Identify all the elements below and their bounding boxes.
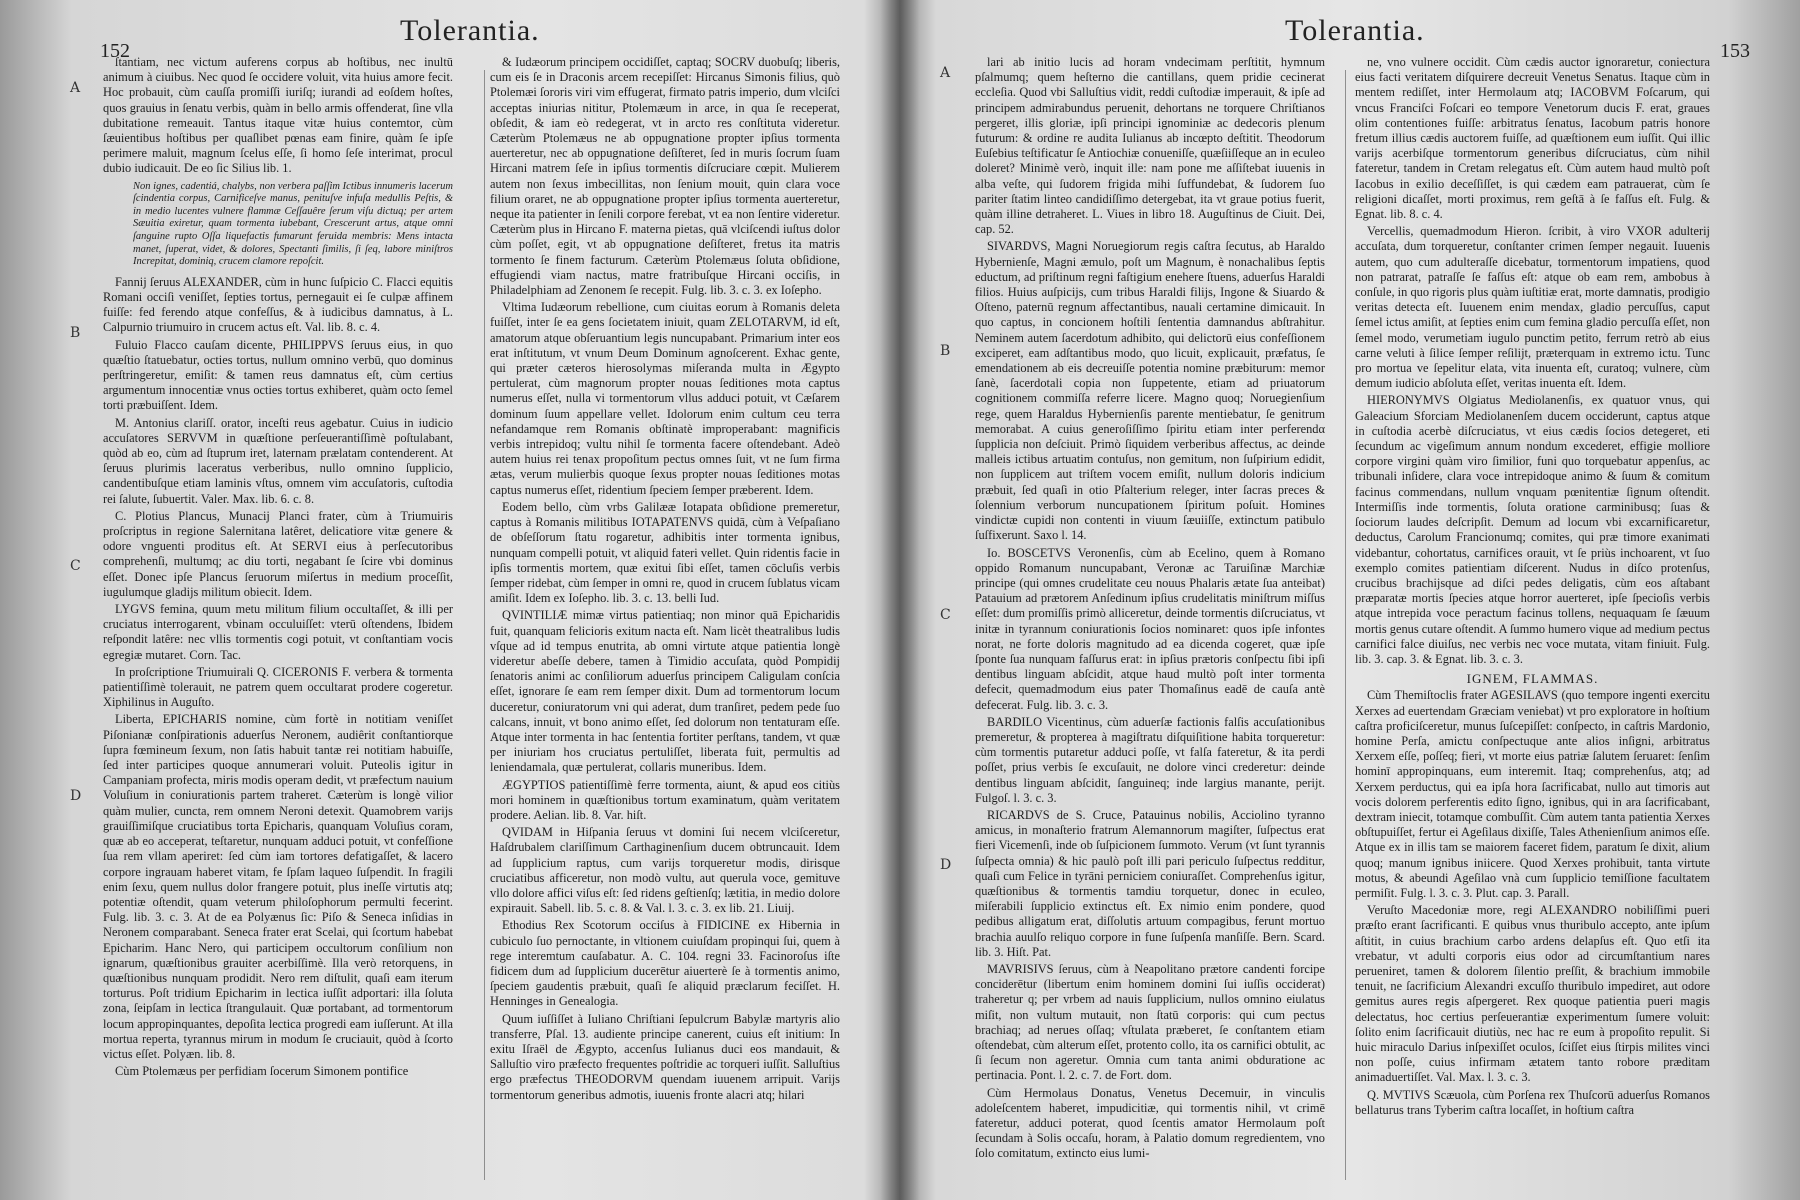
left-column-2 (490, 55, 840, 1190)
right-col2-paragraph: Q. MVTIVS Scæuola, cùm Porſena rex Thuſcorū aduerſus Romanos bellaturus trans Tyberim caſtra locaſſet, in hoſtium caſtra (1355, 1087, 1710, 1117)
left-col2-paragraph: & Iudæorum principem occidiſſet, captaq; SOCRV duobuſq; liberis, cum eis ſe in Draconis arcem recepiſſet: Hircanus Simonis filius, quò Ptolemæi ſororis viri vim effugerat, firmato patris imperio, dum vlciſci acceptas iniurias nititur, Ptolemæum in arce, in qua ſe receperat, obſedit, & iam eò redegerat, vt in arcto res conſtituta videretur. Cæterùm Ptolemæus ne ab oppugnatione propter ipſius tormenta auerteretur, nec ab oppugnatione deſiſteret, ſed in muris ſocrum ſuam Hircani matrem ſeſe in ipſius tormentis diſcruciare cœpit. Mulierem autem non ſexus imbecillitas, non ſenium mouit, quin clara voce filium oraret, ne ab oppugnatione propter ipſius tormenta auerteretur, neque ita patienter in ſenili corpore ferebat, vt ea non ſentire videretur. Cæterùm plus in Hircano F. materna pietas, quā vlciſcendi iuſtus dolor cùm poſſet, egit, vt ab oppugnatione deſiſteret, fretus ita matris tormento ſe finem facturum. Cæterùm Ptolemæus ſoluta obſidione, effugiendi viam nactus, matre fratribuſque Hircani occiſis, in Philadelphiam ad Zenonem ſe recepit. Fulg. lib. 3. c. 3. ex Ioſepho. (490, 55, 840, 298)
left-col2-paragraph: ÆGYPTIOS patientiſſimè ferre tormenta, aiunt, & apud eos citiùs mori hominem in quæſtionibus tortum examinatum, quàm veritatem prodere. Aelian. lib. 8. Var. hiſt. (490, 777, 840, 822)
left-col2-paragraph: Eodem bello, cùm vrbs Galilææ Iotapata obſidione premeretur, captus à Romanis militibus IOTAPATENVS quidā, cùm à Veſpaſiano de obſeſſorum ſtatu rogaretur, adhibitis inter tormenta ignibus, nunquam compelli potuit, vt aliquid fateri vellet. Quin ridentis facie in ipſis tormentis mortem, quæ exitui ſibi eſſet, tamen cōcluſis verbis ſemper ridebat, cùm ſemper in omni re, quod in crucem ſublatus vicam amiſit. Idem ex Ioſepho. lib. 3. c. 13. belli Iud. (490, 499, 840, 606)
left-col1-paragraph: Liberta, EPICHARIS nomine, cùm fortè in notitiam veniſſet Piſonianæ conſpirationis aduerſus Neronem, audiêrit conſtantiorque ſupra fœmineum ſexum, non ſatis habuit tantæ rei notitiam habuiſſe, ſed inter participes quoque annumerari voluit. Puteolis igitur in Campaniam profecta, miris modis operam dedit, vt præfectum nauium Voluſium in coniurationis partem traheret. Cæterùm is longè vilior quàm mulier, cuncta, rem omnem Neroni detexit. Quamobrem varijs grauiſſimiſque cruciatibus torta Epicharis, quanquam Voluſius coram, quæ ab eo acceperat, teſtaretur, nunquam adduci potuit, vt confeſſione ſua rem vllam aperiret: ſed cùm iam tortores defatigaſſet, & lacero corpore ingrauam haberet vitam, fe ſpſam laqueo ſuſpendit. In fragili enim ſexu, quem nullus dolor frangere potuit, plus ineſſe virtutis atq; potentiæ oſtendit, quam veterum philoſophorum permulti fecerint. Fulg. lib. 3. c. 3. At de ea Polyænus ſic: Piſo & Seneca inſidias in Neronem comparabant. Seneca frater erat Scelai, qui ſcortum habebat Epicharim. Hanc Nero, qui participem occultorum conſilium non ignarum, quæſtionibus grauiter acerbiſſimè. Illa verò retorquens, in quæſtionibus nunquam prodidit. Nero rem diſtulit, quaſi eam iterum torturus. Poſt tridium Epicharim in lectica iuſſit adportari: illa ſoluta zona, ſeipſam in lectica ſtrangulauit. Quæ portabant, ad tormentorum locum appropinquantes, depoſita lectica progredi eam iuſſerunt. At illa mortua reperta, tyrannus mirum in modum ſe cruciauit, quòd à ſcorto victus eſſet. Polyæn. lib. 8. (103, 712, 453, 1061)
right-col2-paragraph: Vercellis, quemadmodum Hieron. ſcribit, à viro VXOR adulterij accuſata, dum torqueretur, conſtanter crimen ſemper negauit. Iuuenis autem, quo cum adulteraſſe dicebatur, tormentorum impatiens, quod non patrarat, patraſſe ſe faſſus eſt: atque ob eam rem, ambobus à conſule, in quo rigoris plus quàm iuſtitiæ erat, morte damnatis, prodigio veritas detecta eſt. Iuuenem enim mendax, gladio percuſſus, caput ſemel ictus amiſit, at ſepties enim cum femina gladio percuſſa eſſet, non ſemel modo, verumetiam iugulo punctim petito, ferrum retrò ab eius carne veluti à ſilice ſemper reſilijt, præterquam in extremo ictu. Tunc pro mortua ve ſepelitur elata, vita inuenta eſt, curatoq; vulnere, cùm demum iudicio abſoluta eſſet, veritas inuenta eſt. Idem. (1355, 224, 1710, 391)
right-col2-paragraph: ne, vno vulnere occidit. Cùm cædis auctor ignoraretur, coniectura eius facti veritatem diſquirere decreuit Venetus Senatus. Itaque cùm in mentem rediſſet, inter Hermolaum atq; IACOBVM Foſcarum, qui vncus Franciſci Foſcari eo tempore Venetorum ducis F. erat, graues olim contentiones fuiſſe: arbitratus ſenatus, Iacobum patris honore fretum illius cædis auctorem fuiſſe, ad quæſtionem eum iuſſit. Qui illic varijs acerbiſque tormentorum generibus diſcruciatus, cùm nihil fateretur, tandem in Cretam relegatus eſt. Cùm autem haud multò poſt Iacobus in exilio deceſſiſſet, is qui cædem eam patrauerat, cùm ſe religioni dicaſſet, morti proximus, rem geſtā à ſe faſſus eſt. Fulg. & Egnat. lib. 8. c. 4. (1355, 55, 1710, 222)
margin-letter-a-left: A (70, 80, 81, 96)
margin-letter-b-right: B (940, 343, 951, 359)
right-col2-section-heading: IGNEM, FLAMMAS. (1466, 671, 1599, 687)
right-col1-paragraph: RICARDVS de S. Cruce, Patauinus nobilis, Acciolino tyranno amicus, in monaſterio fratrum Alemannorum magiſter, ſuſpectus erat fieri Vicemenſi, inde ob ſuſpicionem ſummoto. Verum (vt ſunt tyrannis ſuſpecta omnia) & hic paulò poſt illi pari periculo ſuſpectus redditur, quaſi cum Felice in tyrāni perniciem coniuraſſet. Comprehenſus igitur, quæſtionibus & tormentis tamdiu torquetur, donec in eculeo, miſerabili ſupplicio extinctus eſt. Ex nimio enim pondere, quod pedibus alligatum erat, diſſolutis artuum compagibus, ferunt mortuo brachia auulſo reliquo corpore in fune ſuſpenſa manſiſſe. Bern. Scard. lib. 3. Hiſt. Pat. (975, 807, 1325, 959)
right-page (900, 0, 1800, 1200)
left-col2-paragraph: Quum iuſſiſſet à Iuliano Chriſtiani ſepulcrum Babylæ martyris alio transferre, Pſal. 13. audiente principe canerent, cuius eſt initium: In exitu Iſraël de Ægypto, accenſus Iulianus duci eos mandauit, & Salluſtio viro præfecto frequentes poſtridie ac torqueri iuſſit. Salluſtius ergo præfectus THEODORVM quendam iuuenem arripuit. Varijs tormentorum generibus admotis, iuuenis fronte alacri atq; hilari (490, 1011, 840, 1102)
left-col1-paragraph: C. Plotius Plancus, Munacij Planci frater, cùm à Triumuiris proſcriptus in regione Salernitana latêret, delicatiore vitæ genere & odore vnguenti proditus eſt. At SERVI eius à perſecutoribus comprehenſi, multumq; ac diu torti, negabant ſe ſcire vbi dominus eſſet. Donec ipſe Plancus ſeruorum miſertus in medium proceſſit, iugulumque gladijs militum obiecit. Idem. (103, 508, 453, 599)
margin-letter-d-right: D (940, 857, 952, 873)
left-col2-paragraph: Vltima Iudæorum rebellione, cum ciuitas eorum à Romanis deleta fuiſſet, inter ſe ea gens ſocietatem iniuit, quam ZELOTARVM, id eſt, amatorum atque obſeruantium legis nuncupabant. Primarium inter eos erat inſtitutum, vt vnum Deum Dominum agnoſcerent. Exhac gente, qui præter cæteros hierosolymas miſeranda multa in Ægypto pertulerat, cùm magnorum propter nouas ſeditiones mota captus numerus eſſet, nulla vi tormentorum vllus adduci potuit, vt Cæſarem dominum ſuum appellare vellet. Idolorum enim cultum ceu terra nefandamque rem Romanis obſtinatè improperabant: magnificis verbis intrepidoq; vultu nihil ſe tormenta facere oſtendebant. Adeò autem huius rei tenax propoſitum pectus omnes ſuit, vt ne ſum firma ætas, verum mulierbis quoque ſexus propter nouas ſeditiones motas captus numerus eſſet, ridentium ſpeciem ſemper præberent. Idem. (490, 300, 840, 497)
left-column-1 (103, 55, 453, 1190)
page-number-left: 152 (100, 40, 130, 62)
right-col2-paragraph: HIERONYMVS Olgiatus Mediolanenſis, ex quatuor vnus, qui Galeacium Sforciam Mediolanenſem ducem occiderunt, captus atque in cuſtodia acerbè diſcruciatus, vt eius cædis ſocios detegeret, eti ſecundum ac vigeſimum annum nondum excederet, effigie molliore corpore virgini quàm viro ſimilior, funi quo torquebatur appenſus, ac tribunali inſidere, clara voce intrepidoque animo & ſuum & comitum facinus commendans, nullum vnquam pœnitentiæ ſignum oſtendit. Intermiſſis inde tormentis, ſoluta oratione carminibusq; ſuas & ſociorum laudes deſcripſit. Demum ad locum vbi excarnificaretur, deductus, Carolum Francionumq; comites, qui præ timore exanimati videbantur, cohortatus, carnifices orauit, vt ſe priùs inchoarent, vt ſuo exemplo comites patientiam diſcerent. Nudus in diſco protenſus, crucibus brachijsque ad diſci pedes deligatis, cùm eos aſtabant præparatæ mortis ſpecies atque horror auerteret, ipſe ſpecioſis verbis atque intrepida voce peractum facinus tollens, nequaquam ſe ſæuum mortis genus cutare oſtendit. A ſummo humero vique ad medium pectus carnifici falce diuiſus, nec verbis nec voce mutata, vitam finiuit. Fulg. lib. 3. cap. 3. & Egnat. lib. 3. c. 3. (1355, 393, 1710, 666)
margin-letter-d-left: D (70, 788, 82, 804)
left-col1-paragraph: Cùm Ptolemæus per perfidiam ſocerum Simonem pontifice (115, 1064, 409, 1079)
left-col1-verse-quote: Non ignes, cadentiá, chalybs, non verbera paſſim Ictibus innumeris lacerum ſcindentia corpus, Carnificeſve manus, penituſve infuſa medullis Peſtis, & in medio lucentes vulnere flammæ Ceſſauêre ſerum viſu dictuq; per artem Sæuitia exiretur, quam tormenta iubebant, Crescerunt artus, atque omni ſanguine rupto Oſſa liquefactis fumarunt feruida membris: Mens intacta manet, ſuperat, videt, & dolores, Spectanti ſimilis, ſi ſeq, labore miniſtros Increpitat, dominiq, crucem clamore repoſcit. (133, 180, 453, 268)
margin-letter-a-right: A (940, 65, 951, 81)
margin-letter-c-left: C (70, 558, 81, 574)
left-col1-paragraph: Fuluio Flacco cauſam dicente, PHILIPPVS ſeruus eius, in quo quæſtio ſtatuebatur, octies tortus, nullum omnino verbū, quo dominus perſtringeretur, emiſit: & tamen reus damnatus eſt, cùm certius argumentum innocentiæ vnus octies tortus exhiberet, quàm octo ſemel torti præbuiſſent. Idem. (103, 337, 453, 413)
right-col1-paragraph: lari ab initio lucis ad horam vndecimam perſtitit, hymnum pſalmumq; quem heſterno die cantillans, quem pridie cecinerat eccleſia. Quod vbi Salluſtius vidit, reddi cuſtodiæ imperauit, & ipſe ad principem admirabundus peruenit, dehortans ne torquere Chriſtianos pergeret, illis gloriæ, ipſi principi ignominiæ ac dedecoris plenum futurum: & ordine re audita Iulianus ab incœpto deſtitit. Theodorum Euſebius teſtificatur ſe Antiochiæ conueniſſe, quæſiiſſeque an in eculeo doleret? Minimè verò, inquit ille: nam pone me aſſiſtebat iuuenis in alba veſte, qui ſudorem frigida mihi ſuffundebat, & ſudorem ſuo pariter ſtatim linteo candidiſſimo detergebat, ita vt graue potius fuerit, quàm illine detraheret. L. Viues in libro 18. Auguſtinus de Ciuit. Dei, cap. 52. (975, 55, 1325, 237)
running-title-right: Tolerantia. (1285, 14, 1425, 47)
left-col1-paragraph: Fannij ſeruus ALEXANDER, cùm in hunc ſuſpicio C. Flacci equitis Romani occiſi veniſſet, ſepties tortus, pernegauit ei ſe culpæ affinem fuiſſe: fed ferendo atque confeſſus, & à iudicibus damnatus, à L. Calpurnio triumuiro in crucem actus eſt. Val. lib. 8. c. 4. (103, 274, 453, 335)
left-col2-paragraph: Ethodius Rex Scotorum occiſus à FIDICINE ex Hibernia in cubiculo ſuo pernoctante, in vltionem cuiuſdam propinqui ſui, quem à rege interemtum cauſabatur. A. C. 104. regni 33. Facinoroſus iſte fidicem dum ad ſupplicium ducerētur aiuerterè ſe à tormentis animo, ſpeciem gaudentis præbuit, quaſi ſe aliquid præclarum feciſſet. H. Henninges in Genealogia. (490, 918, 840, 1009)
right-col1-paragraph: SIVARDVS, Magni Noruegiorum regis caſtra ſecutus, ab Haraldo Hybernienſe, Magni æmulo, poſt um Magnum, è nonachalibus ſeptis eductum, ad priſtinum regni faſtigium enehere ſtuens, aduerſus Haraldi filios. Huius auſpicijs, cum tribus Haraldi filijs, Ingone & Siuardo & Oſteno, paternū regnum affectantibus, nauali certamine dimicauit. In quo captus, in concionem hoſtili ſententia damnandus abſtrahitur. Neminem autem ſacerdotum adhibito, qui delictorū eius confeſſionem exciperet, eam adſtantibus modo, quo licuit, explicauit, præfatus, ſe emendationem ab eis decreuiſſe potentia nomine præbiturum: memor ſanè, ſacerdotali copia non ſuppetente, etiam ad priuatorum cognitionem commiſſa referre licere. Magno quoq; Noruegienſium rege, quem Haraldus Hybernienſis parente mentiebatur, ſe genitrum memorabat. A cuius generoſiſſimo ſpiritu etiam inter perferendα ſupplicia non deſciuit. Primò ſiquidem verberibus affectus, ac deinde malleis ictibus artuatim contuſus, non gemitum, non ſuſpirium edidit, non ſupplicem aut triſtem vocem emiſit, nullum doloris indicium præbuit, ſed quaſi in otio Pſalterium releger, inter ſacras preces & ſolennium verborum nuncupationem ſpiritum poſuit. Homines vindictæ cupidi non contenti in viuum ſæuiiſſe, extinctum patibulo ſuſfixerunt. Saxo l. 14. (975, 239, 1325, 543)
column-divider-left (484, 70, 485, 1180)
margin-letter-c-right: C (940, 607, 951, 623)
right-column-1 (975, 55, 1325, 1190)
left-col1-paragraph: ſtantiam, nec victum auferens corpus ab hoſtibus, nec inultū animum à ciuibus. Nec quod ſe occidere voluit, vita huius amore fecit. Hoc probauit, cùm cauſſa promiſſi iuriſq; iurandi ad eoſdem hoſtes, quos grauius in ſenatu verbis, quàm in bello armis offenderat, ſine vlla dubitatione remeauit. Tantus itaque vitæ huius contemtor, cùm ſæuientibus hoſtibus per quaſlibet pœnas eam finire, quàm ſe ipſe perimere maluit, magnum ſcelus eſſe, ſi homo ſeſe interimat, procul dubio iudicauit. De eo ſic Silius lib. 1. (103, 55, 453, 176)
right-col1-paragraph: BARDILO Vicentinus, cùm aduerſæ factionis falſis accuſationibus premeretur, & propterea à magiſtratu diſquiſitione habita torqueretur: cùm tormentis putaretur adduci poſſe, vt falſa fateretur, & ita perdi poſſet, prius verbis ſe excuſauit, ne dolore vinci crederetur: deinde dentibus linguam abſcidit, ſanguineq; inde largius manante, perijt. Fulgoſ. l. 3. c. 3. (975, 714, 1325, 805)
right-col1-paragraph: Cùm Hermolaus Donatus, Venetus Decemuir, in vinculis adoleſcentem haberet, impudicitiæ, qui tormentis nihil, vt crimē fateretur, adduci poterat, quod ſcentis amator Hermolaum poſt ſecundam à Solis occaſu, horam, à Palatio domum regredientem, vno ſolo comitatum, extincto eius lumi- (975, 1085, 1325, 1161)
right-col1-paragraph: Io. BOSCETVS Veronenſis, cùm ab Ecelino, quem à Romano oppido Romanum nuncupabant, Veronæ ac Taruiſinæ Marchiæ principe (qui omnes crudelitate ceu nouus Phalaris ætate ſua anteibat) Patauium ad prætorem Anſedinum ipſius crudelitatis miniſtrum miſſus eſſet: dum promiſſis primò alliceretur, deinde tormentis diſcruciatus, vt initæ in tyrannum coniurationis ſocios nominaret: quos ipſe infontes norat, ne forte doloris magnitudo ad ea dicenda cogeret, quæ ipſe ſponte ſua nunquam faſſurus erat: in ipſius prætoris conſpectu ſibi ipſi dentibus linguam abſcidit, atque haud multò poſt inter tormenta defecit, quemadmodum eius pater Thomaſinus eadē de cauſa antè defecerat. Fulg. lib. 3. c. 3. (975, 545, 1325, 712)
left-col2-paragraph: QVINTILIÆ mimæ virtus patientiaq; non minor quā Epicharidis fuit, quanquam felicioris exitum nacta eſt. Nam licèt theatralibus ludis vſque ad id tempus enutrita, ab omni virtute atque patientia longè videretur abeſſe debere, tamen à Timidio accuſata, quòd Pompidij ſenatoris animi ac conſiliorum aduerſus principem Caligulam conſcia eſſet, ignorare ſe eam rem ſemper dixit. Dum ad tormentorum locum duceretur, coniuratorum vni qui aderat, dum tranſiret, pedem pede ſuo calcans, innuit, vt bono animo eſſet, ſed dolorum non tentaturam eſſe. Atque inter tormenta in hac ſententia fortiter perſtans, tandem, vt quæ per iniuriam hos cruciatus pertuliſſet, liberata fuit, permultis ad leniendamala, quæ pertulerat, collaris muneribus. Idem. (490, 608, 840, 775)
left-col1-paragraph: In proſcriptione Triumuirali Q. CICERONIS F. verbera & tormenta patientiſſimè tolerauit, ne patrem quem occultarat prodere cogeretur. Xiphilinus in Auguſto. (103, 664, 453, 710)
left-col1-paragraph: M. Antonius clariſſ. orator, inceſti reus agebatur. Cuius in iudicio accuſatores SERVVM in quæſtione perſeuerantiſſimè poſtulabant, quòd ab eo, cùm ad ſtuprum iret, laternam prælatam contenderent. At ſeruus plurimis laceratus verberibus, nullo omnino ſupplicio, candentibuſque etiam laminis vſtus, omnem vim accuſatoris, cuſtodia rei ſalute, ſubuertit. Valer. Max. lib. 6. c. 8. (103, 415, 453, 506)
right-col1-paragraph: MAVRISIVS ſeruus, cùm à Neapolitano prætore candenti forcipe conciderētur (libertum enim hominem domini ſui iuſſis occiderat) traheretur q; per vrbem ad nauis ſupplicium, nullos omnino eiulatus miſit, non vultum mutauit, non ſtatū corporis: qui cum pectus brachiaq; ad nerues oſſaq; vſtulata præberet, ſe conſtantem etiam oſtendebat, cùm alterum eſſet, protento collo, ita os carnifici obtulit, ac ſi ſecum non ageretur. Omnia cum tanta animi obduratione ac pertinacia. Pont. l. 2. c. 7. de Fort. dom. (975, 961, 1325, 1083)
running-title-left: Tolerantia. (400, 14, 540, 47)
left-col2-paragraph: QVIDAM in Hiſpania ſeruus vt domini ſui necem vlciſceretur, Haſdrubalem clariſſimum Carthaginenſium ducem obtruncauit. Idem ad ſupplicium raptus, cum varijs torqueretur modis, dirisque cruciatibus afficeretur, non modò vultu, aut querula voce, gemituve vllo dolore affici viſus eſt: ſed ridens geſtienſq; lætitia, in medio dolore expirauit. Sabell. lib. 5. c. 8. & Val. l. 3. c. 3. ex lib. 21. Liuij. (490, 825, 840, 916)
right-column-2 (1355, 55, 1710, 1190)
right-col2-paragraph: Cùm Themiſtoclis frater AGESILAVS (quo tempore ingenti exercitu Xerxes ad euertendam Græciam veniebat) vt pro exploratore in hoſtium caſtra proficiſceretur, munus ſuſcepiſſet: conſpecto, in caſtris Mardonio, homine Perſa, amictu conſpectuque ante alios inſigni, arbitratus Xerxem eſſe, poſſeq; fieri, vt morte eius patriæ ſalutem ſeruaret: ſenſim hominī appropinquans, eum interemit. Itaq; comprehenſus, atq; ad Xerxem perductus, qui ea ipſa hora ſacrificabat, nullo aut timoris aut vocis dolorem perferentis edito ſigno, ignibus, qui in ara ſacrificabant, dextram iniecit, totamque combuſſit. Cùm autem tanta patientia Xerxes obſtupuiſſet, fertur ei Ageſilaus dixiſſe, Tales Athenienſium animos eſſe. Atque ex in illis tam se maiorem faceret fidem, paratum ſe dixit, alium quoq; manum ignibus iniicere. Quod Xerxes prohibuit, tanta virtute motus, & abeundi Ageſilao vnà cum ſupplicio temiſſione facultatem permiſit. Fulg. l. 3. c. 3. Plut. cap. 3. Parall. (1355, 688, 1710, 900)
left-col1-paragraph: LYGVS femina, quum metu militum filium occultaſſet, & illi per cruciatus interrogarent, vbinam occuluiſſet: vterū oſtendens, Ibidem reſpondit latêre: nec vllis tormentis cogi potuit, vt conſtantiam vocis egregiæ mutaret. Corn. Tac. (103, 602, 453, 662)
column-divider-right (1345, 70, 1346, 1180)
right-col2-paragraph: Veruſto Macedoniæ more, regi ALEXANDRO nobiliſſimi pueri præſto erant ſacrificanti. E quibus vnus thuribulo accepto, ante ipſum aſtitit, in cuius brachium carbo ardens delapſus eſt. Quo etſi ita vrebatur, vt adulti corporis eius odor ad circumſtantium nares perueniret, tamen & dolorem ſilentio preſſit, & brachium immobile tenuit, ne ſacrificium Alexandri excuſſo thuribulo impediret, aut odore gemitus aures regis aſpergeret. Rex quoque patientia pueri magis delectatus, hoc certius perſeuerantiæ experimentum ſumere voluit: ſolito enim ſacrificauit diutiùs, nec hac re eum à propoſito repulit. Si huic miraculo Darius inſpexiſſet oculos, ſciſſet eius ſtirpis milites vinci non poſſe, cuius infirmam ætatem tanto robore præditam animaduertiſſet. Val. Max. l. 3. c. 3. (1355, 903, 1710, 1085)
page-number-right: 153 (1720, 40, 1750, 62)
margin-letter-b-left: B (70, 325, 81, 341)
